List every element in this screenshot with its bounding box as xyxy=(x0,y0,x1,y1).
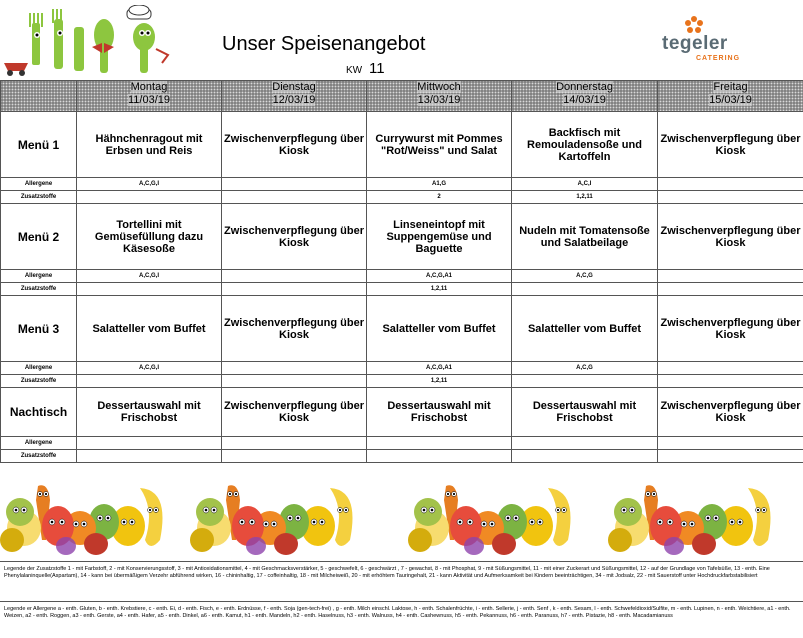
zusatzstoffe-cell: 1,2,11 xyxy=(367,283,512,296)
day-name: Mittwoch xyxy=(417,81,461,93)
dish-cell: Tortellini mit Gemüsefüllung dazu Käsesoße xyxy=(77,204,222,270)
zusatzstoffe-label: Zusatzstoffe xyxy=(1,191,77,204)
zusatzstoffe-cell xyxy=(77,450,222,463)
zusatzstoffe-label: Zusatzstoffe xyxy=(1,450,77,463)
dish-cell: Nudeln mit Tomatensoße und Salatbeilage xyxy=(512,204,658,270)
dish-cell: Dessertauswahl mit Frischobst xyxy=(367,388,512,437)
zusatzstoffe-row xyxy=(1,283,803,296)
dish-cell: Zwischenverpflegung über Kiosk xyxy=(658,296,803,362)
zusatzstoffe-row xyxy=(1,191,803,204)
day-name: Dienstag xyxy=(272,81,316,93)
dish-cell: Zwischenverpflegung über Kiosk xyxy=(658,204,803,270)
zusatzstoffe-cell xyxy=(367,450,512,463)
fruit-characters-banner xyxy=(0,470,803,558)
zusatzstoffe-cell: 1,2,11 xyxy=(512,191,658,204)
dish-cell: Zwischenverpflegung über Kiosk xyxy=(222,296,367,362)
zusatzstoffe-cell xyxy=(512,375,658,388)
zusatzstoffe-cell xyxy=(658,375,803,388)
allergene-cell xyxy=(222,178,367,191)
menu-row xyxy=(1,388,803,437)
allergene-cell xyxy=(222,362,367,375)
dish-cell: Zwischenverpflegung über Kiosk xyxy=(222,204,367,270)
allergene-cell xyxy=(77,437,222,450)
dish-cell: Currywurst mit Pommes "Rot/Weiss" und Salat xyxy=(367,112,512,178)
zusatzstoffe-cell xyxy=(222,191,367,204)
allergene-row xyxy=(1,362,803,375)
zusatzstoffe-row xyxy=(1,375,803,388)
day-date: 11/03/19 xyxy=(127,94,170,106)
day-header-cell xyxy=(367,81,512,112)
day-name: Montag xyxy=(130,81,168,93)
day-date: 15/03/19 xyxy=(709,94,752,106)
dish-cell: Zwischenverpflegung über Kiosk xyxy=(658,388,803,437)
allergene-cell xyxy=(222,437,367,450)
zusatzstoffe-cell xyxy=(77,191,222,204)
allergene-label: Allergene xyxy=(1,362,77,375)
zusatzstoffe-cell xyxy=(77,375,222,388)
allergene-cell xyxy=(658,362,803,375)
menu-table xyxy=(0,80,803,463)
cutlery-characters-illustration xyxy=(2,5,177,77)
allergene-cell: A,C,G,A1 xyxy=(367,362,512,375)
day-date: 12/03/19 xyxy=(272,94,316,106)
zusatzstoffe-label: Zusatzstoffe xyxy=(1,375,77,388)
zusatzstoffe-row xyxy=(1,450,803,463)
allergene-row xyxy=(1,270,803,283)
zusatzstoffe-cell xyxy=(658,283,803,296)
dish-cell: Dessertauswahl mit Frischobst xyxy=(77,388,222,437)
allergene-label: Allergene xyxy=(1,270,77,283)
allergene-cell xyxy=(367,437,512,450)
zusatzstoffe-cell xyxy=(512,283,658,296)
allergene-cell xyxy=(658,437,803,450)
zusatzstoffe-cell xyxy=(658,191,803,204)
allergene-label: Allergene xyxy=(1,178,77,191)
allergene-row xyxy=(1,437,803,450)
menu-label: Menü 2 xyxy=(1,204,77,270)
zusatzstoffe-cell xyxy=(512,450,658,463)
corner-cell xyxy=(1,81,77,112)
brand-name: tegeler xyxy=(662,33,728,54)
zusatzstoffe-label: Zusatzstoffe xyxy=(1,283,77,296)
allergene-row xyxy=(1,178,803,191)
zusatzstoffe-cell xyxy=(658,450,803,463)
zusatzstoffe-cell: 2 xyxy=(367,191,512,204)
zusatzstoffe-cell: 1,2,11 xyxy=(367,375,512,388)
day-name: Donnerstag xyxy=(556,81,613,93)
day-header-cell xyxy=(222,81,367,112)
day-date: 14/03/19 xyxy=(563,94,606,106)
day-date: 13/03/19 xyxy=(417,94,461,106)
zusatzstoffe-cell xyxy=(222,450,367,463)
day-name: Freitag xyxy=(713,81,748,93)
day-header-cell xyxy=(512,81,658,112)
zusatzstoffe-cell xyxy=(77,283,222,296)
allergene-cell: A,C,G,I xyxy=(77,178,222,191)
menu-label: Menü 1 xyxy=(1,112,77,178)
menu-label: Menü 3 xyxy=(1,296,77,362)
dish-cell: Salatteller vom Buffet xyxy=(77,296,222,362)
allergene-cell xyxy=(658,270,803,283)
allergene-label: Allergene xyxy=(1,437,77,450)
allergene-cell: A1,G xyxy=(367,178,512,191)
allergene-cell: A,C,G xyxy=(512,362,658,375)
allergene-legend: Legende er Allergene a - enth. Gluten, b - enth. Krebstiere, c - enth. Ei, d - enth. Fisch, e - enth. Erdnüsse, f - enth. Soja (gen-tech-frei) , g - enth. Milch einschl. Laktose, h - enth. Schalenfrüchte, i - enth. Sellerie, j - enth. Senf , k - enth. Sesam, l - enth. Schwefeldioxid/Sulfite, m - enth. Lupinen, n - enth. Weichtiere, a1 - enth. Weizen, a2 - enth. Roggen, a3 - enth. Gerste, a4 - enth. Hafer, a5 - enth. Dinkel, a6 - enth. Kamut, h1 - enth. Mandeln, h2 - enth. Haselnuss, h3 - enth. Walnuss, h4 - enth. Cashewnuss, h5 - enth. Pekannuss, h6 - enth. Paranuss, h7 - enth. Pistazie, h8 - enth. Macadamianuss xyxy=(4,606,791,619)
dish-cell: Salatteller vom Buffet xyxy=(367,296,512,362)
menu-row xyxy=(1,204,803,270)
menu-row xyxy=(1,112,803,178)
dish-cell: Salatteller vom Buffet xyxy=(512,296,658,362)
page-title: Unser Speisenangebot xyxy=(222,33,426,55)
allergene-cell xyxy=(658,178,803,191)
dish-cell: Zwischenverpflegung über Kiosk xyxy=(222,112,367,178)
allergene-cell: A,C,G xyxy=(512,270,658,283)
day-header-cell xyxy=(77,81,222,112)
dish-cell: Zwischenverpflegung über Kiosk xyxy=(658,112,803,178)
week-number: 11 xyxy=(369,60,385,77)
brand-subtitle: CATERING xyxy=(696,55,741,62)
day-header-cell xyxy=(658,81,803,112)
day-header-row xyxy=(1,81,803,112)
allergene-cell: A,C,G,I xyxy=(77,270,222,283)
allergene-cell: A,C,I xyxy=(512,178,658,191)
week-label: KW xyxy=(346,65,363,76)
dish-cell: Backfisch mit Remouladensoße und Kartoffeln xyxy=(512,112,658,178)
allergene-cell: A,C,G,I xyxy=(77,362,222,375)
zusatzstoffe-cell xyxy=(222,375,367,388)
divider xyxy=(0,561,803,562)
divider xyxy=(0,601,803,602)
dish-cell: Hähnchenragout mit Erbsen und Reis xyxy=(77,112,222,178)
zusatzstoffe-cell xyxy=(222,283,367,296)
dish-cell: Zwischenverpflegung über Kiosk xyxy=(222,388,367,437)
allergene-cell xyxy=(222,270,367,283)
allergene-cell xyxy=(512,437,658,450)
zusatzstoffe-legend: Legende der Zusatzstoffe 1 - mit Farbstoff, 2 - mit Konservierungsstoff, 3 - mit Antioxidationsmittel, 4 - mit Geschmacksverstärker, 5 - geschwefelt, 6 - geschwärzt , 7 - gewachst, 8 - mit Phosphat, 9 - mit Süßungsmittel, 11 - mit einer Zuckerart und Süßungsmittel, 12 - auf der Grundlage von Tafelsüße, 13 - enth. Eine Phenylalaninquelle(Aspartam), 14 - kann bei übermäßigem Verzehr abführend wirken, 16 - chininhaltig, 17 - coffeinhaltig, 18 - mit Milcheiweiß, 20 - mit erhöhtem Tauringehalt, 21 - kann Aktivität und Aufmerksamkeit bei Kindern beeinträchtigen, 34 - mit Jodsalz, 22 - mit Sauerstoff unter Hochdruckfarbstabilisiert xyxy=(4,566,770,579)
allergene-cell: A,C,G,A1 xyxy=(367,270,512,283)
menu-label: Nachtisch xyxy=(1,388,77,437)
dish-cell: Linseneintopf mit Suppengemüse und Baguette xyxy=(367,204,512,270)
menu-row xyxy=(1,296,803,362)
dish-cell: Dessertauswahl mit Frischobst xyxy=(512,388,658,437)
